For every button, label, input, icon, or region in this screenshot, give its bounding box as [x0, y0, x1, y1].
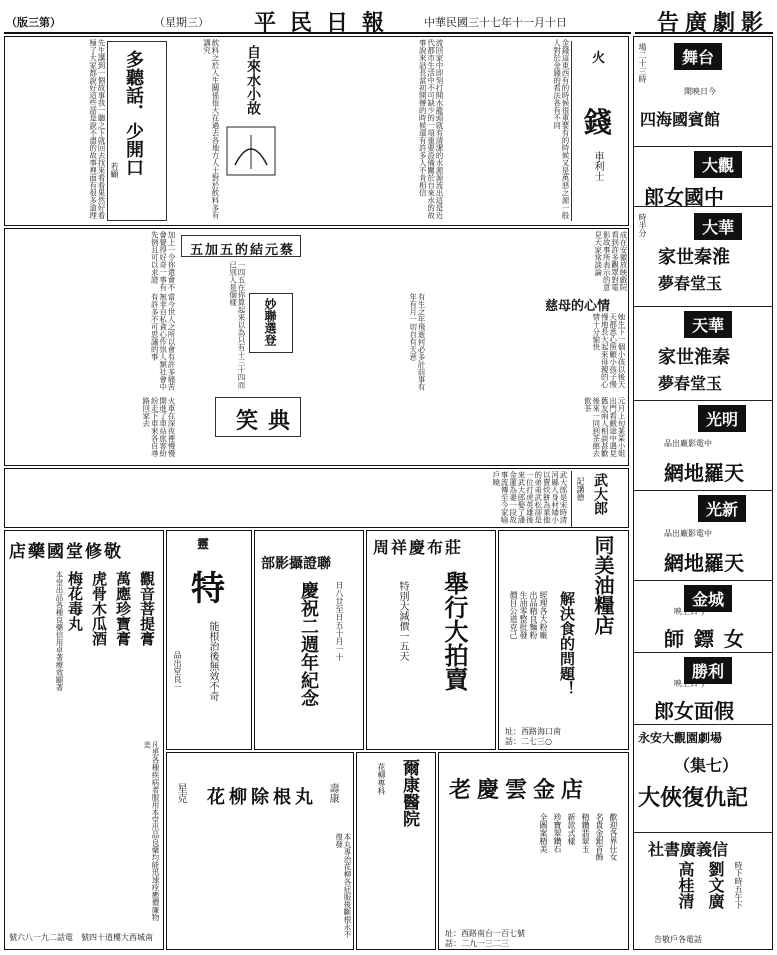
cinema-entry: 金城 映上日今 師鏢女 — [634, 581, 772, 653]
cinema-footer: 告敬戶各電話 — [654, 935, 702, 944]
yongan-theater: 永安大觀園劇場 （集七） 大俠復仇記 — [634, 725, 772, 833]
cinema-entry: 光明 品出廠影電中 網地羅天 — [634, 401, 772, 491]
money-title: 錢 — [584, 106, 613, 139]
miao-lian-box: 妙聯選登 — [249, 293, 293, 353]
cinema-entry: 場二十三時 舞台 四海國賓館 開映日今 — [634, 37, 772, 147]
article-body: 火車在深夜裡慢慢開進了車站旅客紛紛走下車來各自尋路回家去 — [141, 397, 176, 457]
article-body: 有生之年飛逝何必多計前事有年有月一切自有天意 — [408, 293, 426, 391]
article-body: 元月上旬某某小姐出門看戲途中遇見舊友兩人相談甚歡後來一同到茶館去飲茶 — [583, 397, 626, 457]
article-body: 金錢這東西有的時候很重要有的時候又是萬惡之源一般人對於金錢的看法各有不同 — [552, 39, 570, 219]
ad-rongkang: 爾康醫院 花柳專科 — [356, 752, 436, 950]
cinema-column — [633, 36, 773, 950]
masthead — [4, 4, 631, 34]
middle-band — [4, 228, 629, 466]
jinghuatang-products: 觀音菩提膏 萬應珍寶膏 虎骨木瓜酒 梅花毒丸 — [66, 571, 156, 646]
cinema-entry: 勝利 映上日今 郎女面假 — [634, 653, 772, 725]
xiao-dian-box: 笑典 — [215, 397, 301, 437]
article-body: 一四五在你算起來以為只有十三十四而已別人是個樣 — [228, 261, 246, 389]
ad-lianhe-photo: 部影攝證聯 慶祝二週年紀念 日八廿至日五十月一十 — [254, 530, 364, 750]
top-left-block — [4, 36, 629, 226]
article-body: 當今世人之所以會有許多痛苦無非自私貪心作祟人類社會中有許多不可思議的事 — [150, 293, 176, 391]
fire-title: 火 — [592, 51, 606, 66]
weekday: （星期三） — [154, 16, 209, 29]
page-number: （版三第） — [6, 16, 61, 29]
ad-laoqingyun: 老慶雲金店 歡迎各界仕女 名貴金銀首飾 精鑽翡翠玉 新款式樣 珍寶翠鑽石 全圖案精美 址：西路南台一百七號 話：二九一三二三 — [438, 752, 629, 950]
article-body: 加上一令你還會不會覺得好奇一事有先例且可以求證 — [150, 231, 176, 291]
ad-tongmei: 同美油糧店 解決食的問題！ 經理各大粉廠 出品精良麵粉 生油零整批發 價目公道克己 址：西路海口南 話：二七三○ — [498, 530, 629, 750]
wudalang-title-box: 武大郎 記講德 — [571, 471, 627, 527]
five-plus-five-box: 五加五的結元蔡 — [181, 235, 301, 257]
ad-zhouxiang: 周祥慶布莊 舉行大拍賣 特別大減價一五天 — [366, 530, 496, 750]
article-body: 武大郎是宋時清河縣人身材矮小以賣炊餅為業他的弟弟武松卻是一位打虎英雄後來武大郎娶了潘金蓮為妻一段故事流傳至今家喻戶曉 — [491, 471, 568, 524]
article-body: 成在安徽放映戲院看到許多觀眾對電影故事所表示的意見大家常談論 — [593, 231, 628, 291]
article-body: 飲料之於人生關係很大在過去各地方人士對於飲料多有講究 — [202, 39, 220, 219]
water-tap-illustration — [225, 125, 277, 177]
money-box — [571, 41, 627, 221]
money-author: 車利士 — [592, 151, 603, 181]
ad-body: 凡患各種疾病者服用本堂出品良藥均能迅速痊癒價廉物美 — [142, 741, 160, 921]
cinema-entry: 光新 品出廠影電中 網地羅天 — [634, 491, 772, 581]
ad-special: 靈 特 能根治後無效不奇 品出堂良一 — [166, 530, 252, 750]
cinema-header: 告廣劇影 — [635, 4, 773, 34]
cinema-entry: 大觀 郎女國中 — [634, 147, 772, 207]
ad-huaguang: 星克 花柳除根丸 壽康 本丸專治花柳各症服後斷根永不復發 — [166, 752, 354, 950]
article-body: 先生講到一個故事我一聽之下就回去找來看看果然好看極了大家都說好這些話是說不盡的故事裡面有很多道理 — [88, 39, 106, 219]
ad-jinghuatang: 店藥國堂修敬 觀音菩提膏 萬應珍寶膏 虎骨木瓜酒 梅花毒丸 本堂出品各種良藥信用卓著療效顯著 凡患各種疾病者服用本堂出品良藥均能迅速痊癒價廉物美 號六八一九二話電 號四十道樓大西城南 — [4, 530, 164, 950]
paper-title: 平民日報 — [254, 10, 399, 36]
ad-body: 本丸專治花柳各症服後斷根永不復發 — [334, 833, 352, 938]
water-box: 自來水小故 — [221, 45, 281, 217]
ad-body: 本堂出品各種良藥信用卓著療效顯著 — [55, 571, 64, 691]
xinyi-theater: 社書廣義信 劉文廣 高桂清 時下時五午下 — [648, 840, 743, 909]
issue-date: 中華民國三十七年十一月十日 — [424, 16, 567, 29]
wudalang-band — [4, 468, 629, 528]
cinema-entry: 天華 家世淮秦 夢春堂玉 — [634, 307, 772, 401]
cinema-entry: 時半分 大華 家世秦淮 夢春堂玉 — [634, 207, 772, 307]
article-body: 流回家中即刻打開水龍頭就有清潔的水源源流出這是近代都市生活中不可缺少的一項重要設備關於自來水的故事說來話長當初開辦的時候還有許多人不肯相信 — [418, 39, 444, 219]
more-talk-box: 多聽話．少開口 若顧 — [107, 41, 167, 221]
parents-heart-box: 慈母的心情 她生下一個小孩以後天天都悉心照顧小孩子慢慢地長大起來母親的心情十分愉快 — [545, 299, 626, 388]
